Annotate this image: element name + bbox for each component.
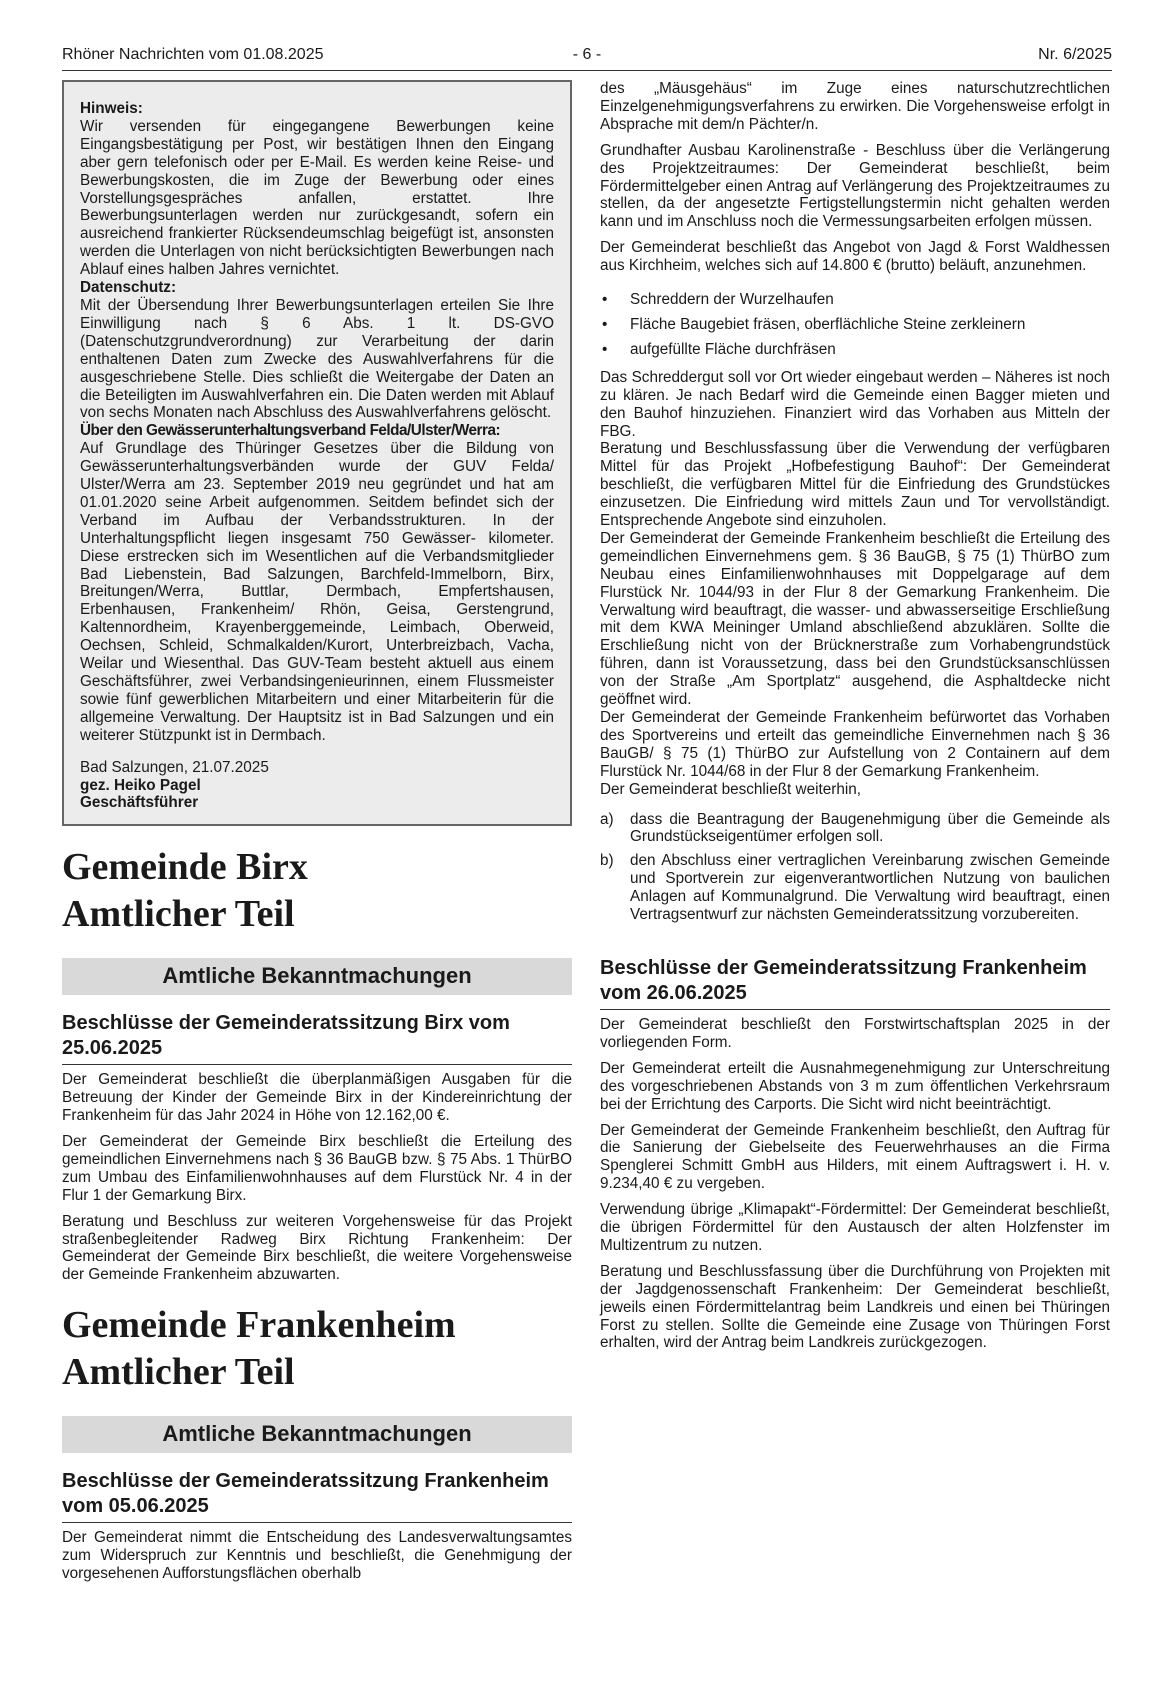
- datenschutz-title: Datenschutz:: [80, 279, 177, 297]
- frankenheim-subheading: Beschlüsse der Gemeinderatssitzung Frankenheim vom 05.06.2025: [62, 1469, 572, 1523]
- bullet-icon: •: [602, 291, 608, 309]
- birx-body: [62, 1071, 572, 1284]
- list-item: b) den Abschluss einer vertraglichen Vereinbarung zwischen Gemeinde und Sportverein zur eigenverantwortlichen Nutzung von baulichen Anlagen auf Kommunalgrund. Die Verwaltung wird beauftragt, einen Vertragsentwurf zur nächsten Gemeinderatssitzung vorzubereiten.: [600, 852, 1110, 924]
- frankenheim-body: [62, 1529, 572, 1583]
- bullet-icon: •: [602, 315, 608, 333]
- right-paragraph: des „Mäusgehäus“ im Zuge eines naturschutzrechtlichen Einzelgenehmigungsverfahrens zu erwirken. Die Vorgehensweise erfolgt in Absprache mit dem/n Pächter/n.: [600, 80, 1110, 133]
- frankenheim-paragraph: Der Gemeinderat nimmt die Entscheidung des Landesverwaltungsamtes zum Widerspruch zur Kenntnis und beschließt, die Genehmigung der vorgesehenen Aufforstungsflächen oberhalb: [62, 1529, 572, 1582]
- bullet-icon: •: [602, 340, 608, 358]
- bullet-item: • Fläche Baugebiet fräsen, oberflächliche Steine zerkleinern: [602, 315, 1026, 333]
- right-paragraph: Der Gemeinderat der Gemeinde Frankenheim beschließt, den Auftrag für die Sanierung der Giebelseite des Feuerwehrhauses an die Firma Spenglerei Schmitt GmbH aus Hilders, mit einem Auftragswert i. H. v. 9.234,40 € zu vergeben.: [600, 1121, 1110, 1193]
- birx-paragraph: Der Gemeinderat beschließt die überplanmäßigen Ausgaben für die Betreuung der Kinder der Gemeinde Birx in der Kindereinrichtung der Frankenheim für das Jahr 2024 in Höhe von 12.162,00 €.: [62, 1071, 572, 1125]
- right-paragraph: Das Schreddergut soll vor Ort wieder eingebaut werden – Näheres ist noch zu klären. Je nach Bedarf wird die Gemeinde einen Bagger mieten und den Bauhof hinzuziehen. Finanziert wird das Vorhaben aus Mitteln der FBG.: [600, 368, 1110, 440]
- right-column: [600, 80, 1110, 1360]
- issue-number: Nr. 6/2025: [1038, 46, 1112, 63]
- hinweis-title: Hinweis:: [80, 100, 143, 117]
- right-paragraph: Der Gemeinderat erteilt die Ausnahmegenehmigung zur Unterschreitung des vorgeschriebenen Abstands von 3 m zum öffentlichen Verkehrsraum bei der Errichtung des Carports. Die Sicht wird nicht beeinträchtigt.: [600, 1059, 1110, 1113]
- resolution-list: [600, 811, 1110, 924]
- publication-title: Rhöner Nachrichten vom 01.08.2025: [62, 46, 324, 63]
- signature: gez. Heiko Pagel: [80, 776, 201, 794]
- right-paragraph: Verwendung übrige „Klimapakt“-Fördermittel: Der Gemeinderat beschließt, die übrigen Fördermittel für den Austausch der alten Holzfenster im Multizentrum zu nutzen.: [600, 1201, 1110, 1254]
- list-item: a) dass die Beantragung der Baugenehmigung über die Gemeinde als Grundstückseigentümer erfolgen soll.: [600, 810, 1110, 846]
- frankenheim-heading-line1: Gemeinde Frankenheim: [62, 1304, 456, 1347]
- frankenheim-heading-line2: Amtlicher Teil: [62, 1351, 295, 1394]
- birx-heading-line2: Amtlicher Teil: [62, 893, 295, 936]
- verband-text: Auf Grundlage des Thüringer Gesetzes über die Bildung von Gewässerunterhaltungsverbänden wurde der GUV Felda/ Ulster/Werra am 23. September 2019 neu gegründet und hat am 01.01.2020 seine Arbeit aufgenommen. Seitdem befindet sich der Verband im Aufbau der Verbandsstrukturen. In der Unterhaltungspflicht liegen insgesamt 750 Gewässer- kilometer. Diese erstrecken sich im Wesentlichen auf die Verbandsmitglieder Bad Liebenstein, Bad Salzungen, Barchfeld-Immelborn, Birx, Breitungen/Werra, Buttlar, Dermbach, Empfertshausen, Erbenhausen, Frankenheim/ Rhön, Geisa, Gerstengrund, Kaltennordheim, Krayenberggemeinde, Leimbach, Oberweid, Oechsen, Schleid, Schmalkalden/Kurort, Unterbreizbach, Vacha, Weilar und Wiesenthal. Das GUV-Team besteht aktuell aus einem Geschäftsführer, zwei Verbandsingenieurinnen, einem Flussmeister sowie fünf gewerblichen Mitarbeitern und einer Mitarbeiterin für die allgemeine Verwaltung. Der Hauptsitz ist in Bad Salzungen und ein weiterer Stützpunkt ist in Dermbach.: [80, 440, 554, 744]
- frankenheim-2606-subheading: Beschlüsse der Gemeinderatssitzung Frankenheim vom 26.06.2025: [600, 956, 1110, 1010]
- birx-paragraph: Beratung und Beschluss zur weiteren Vorgehensweise für das Projekt straßenbegleitender Radweg Birx Richtung Frankenheim: Der Gemeinderat der Gemeinde Birx beschließt, die weitere Vorgehensweise der Gemeinde Frankenheim abzuwarten.: [62, 1212, 572, 1284]
- frankenheim-2606-body: [600, 1016, 1110, 1352]
- notice-box: [62, 80, 572, 826]
- right-paragraph: Beratung und Beschlussfassung über die Durchführung von Projekten mit der Jagdgenossenschaft Frankenheim: Der Gemeinderat beschließt, jeweils einen Fördermittelantrag beim Landkreis und einen bei Thüringen Forst zu stellen. Sollte die Gemeinde eine Zusage von Thüringen Forst erhalten, wird der Antrag beim Landkreis zurückgezogen.: [600, 1262, 1110, 1352]
- birx-heading: [62, 844, 572, 938]
- verband-title: Über den Gewässerunterhaltungsverband Felda/Ulster/Werra:: [80, 422, 501, 440]
- signature-role: Geschäftsführer: [80, 794, 199, 812]
- frankenheim-heading: [62, 1302, 572, 1396]
- right-paragraph: Der Gemeinderat beschließt weiterhin,: [600, 780, 862, 798]
- hinweis-text: Wir versenden für eingegangene Bewerbungen keine Eingangsbestätigung per Post, wir bestätigen Ihnen den Eingang aber gern telefonisch oder per E-Mail. Es werden keine Reise- und Bewerbungskosten, die im Zuge der Bewerbung oder eines Vorstellungsgespräches anfallen, erstattet. Ihre Bewerbungsunterlagen werden nur zurückgesandt, sofern ein ausreichend frankierter Rücksendeumschlag beigefügt ist, ansonsten werden die Unterlagen von nicht berücksichtigten Bewerbungen nach Ablauf eines halben Jahres vernichtet.: [80, 117, 554, 279]
- right-paragraph: Der Gemeinderat beschließt das Angebot von Jagd & Forst Waldhessen aus Kirchheim, welches sich auf 14.800 € (brutto) beläuft, anzunehmen.: [600, 239, 1110, 275]
- datenschutz-text: Mit der Übersendung Ihrer Bewerbungsunterlagen erteilen Sie Ihre Einwilligung nach § 6 Abs. 1 lt. DS-GVO (Datenschutzgrundverordnung) zur Verarbeitung der darin enthaltenen Daten zum Zwecke des Auswahlverfahrens für die ausgeschriebene Stelle. Dies schließt die Weitergabe der Daten an die Beteiligten im Auswahlverfahren ein. Die Daten werden mit Ablauf von sechs Monaten nach Abschluss des Auswahlverfahrens gelöscht.: [80, 296, 554, 422]
- left-column: [62, 80, 572, 1591]
- bullet-item: • Schreddern der Wurzelhaufen: [602, 291, 834, 309]
- page-number: - 6 -: [572, 46, 602, 63]
- birx-heading-line1: Gemeinde Birx: [62, 846, 308, 889]
- birx-subheading: Beschlüsse der Gemeinderatssitzung Birx vom 25.06.2025: [62, 1011, 572, 1065]
- right-paragraph: Der Gemeinderat der Gemeinde Frankenheim beschließt die Erteilung des gemeindlichen Einvernehmens gem. § 36 BauGB, § 75 (1) ThürBO zum Neubau eines Einfamilienwohnhauses mit Doppelgarage auf dem Flurstück Nr. 1044/93 in der Flur 8 der Gemarkung Frankenheim. Die Verwaltung wird beauftragt, die wasser- und abwasserseitige Erschließung mit dem KWA Meininger Umland abschließend abzuklären. Sollte die Erschließung nicht von der Brücknerstraße zum Vorhabengrundstück führen, dann ist Voraussetzung, dass bei den Grundstücksanschlüssen von der Straße „Am Sportplatz“ ausgehend, die Asphaltdecke nicht geöffnet wird.: [600, 529, 1110, 709]
- bullet-item: • aufgefüllte Fläche durchfräsen: [602, 340, 836, 358]
- frankenheim-banner: Amtliche Bekanntmachungen: [62, 1416, 572, 1453]
- right-paragraph: Grundhafter Ausbau Karolinenstraße - Beschluss über die Verlängerung des Projektzeitraumes: Der Gemeinderat beschließt, beim Fördermittelgeber einen Antrag auf Verlängerung des Projektzeitraumes zu stellen, da der angesetzte Fertigstellungstermin nicht gehalten werden kann und im Anschluss noch die Vermessungsarbeiten erfolgen müssen.: [600, 141, 1110, 231]
- place-date: Bad Salzungen, 21.07.2025: [80, 758, 269, 776]
- birx-banner: Amtliche Bekanntmachungen: [62, 958, 572, 995]
- page-header: [62, 46, 1112, 70]
- birx-paragraph: Der Gemeinderat der Gemeinde Birx beschließt die Erteilung des gemeindlichen Einvernehmens nach § 36 BauGB bzw. § 75 Abs. 1 ThürBO zum Umbau des Einfamilienwohnhauses auf dem Flurstück Nr. 4 in der Flur 1 der Gemarkung Birx.: [62, 1132, 572, 1204]
- task-bullet-list: [600, 291, 1110, 359]
- right-paragraph: Der Gemeinderat der Gemeinde Frankenheim befürwortet das Vorhaben des Sportvereins und erteilt das gemeindliche Einvernehmen nach § 36 BauGB/ § 75 (1) ThürBO zur Aufstellung von 2 Containern auf dem Flurstück Nr. 1044/68 in der Flur 8 der Gemarkung Frankenheim.: [600, 709, 1110, 780]
- right-paragraph: Beratung und Beschlussfassung über die Verwendung der verfügbaren Mittel für das Projekt „Hofbefestigung Bauhof“: Der Gemeinderat beschließt, die verfügbaren Mittel für die Einfriedung des Grundstückes einzusetzen. Die Einfriedung wird mittels Zaun und Tor vervollständigt. Entsprechende Angebote sind einzuholen.: [600, 440, 1110, 530]
- header-rule: [62, 70, 1112, 71]
- right-paragraph: Der Gemeinderat beschließt den Forstwirtschaftsplan 2025 in der vorliegenden Form.: [600, 1015, 1110, 1051]
